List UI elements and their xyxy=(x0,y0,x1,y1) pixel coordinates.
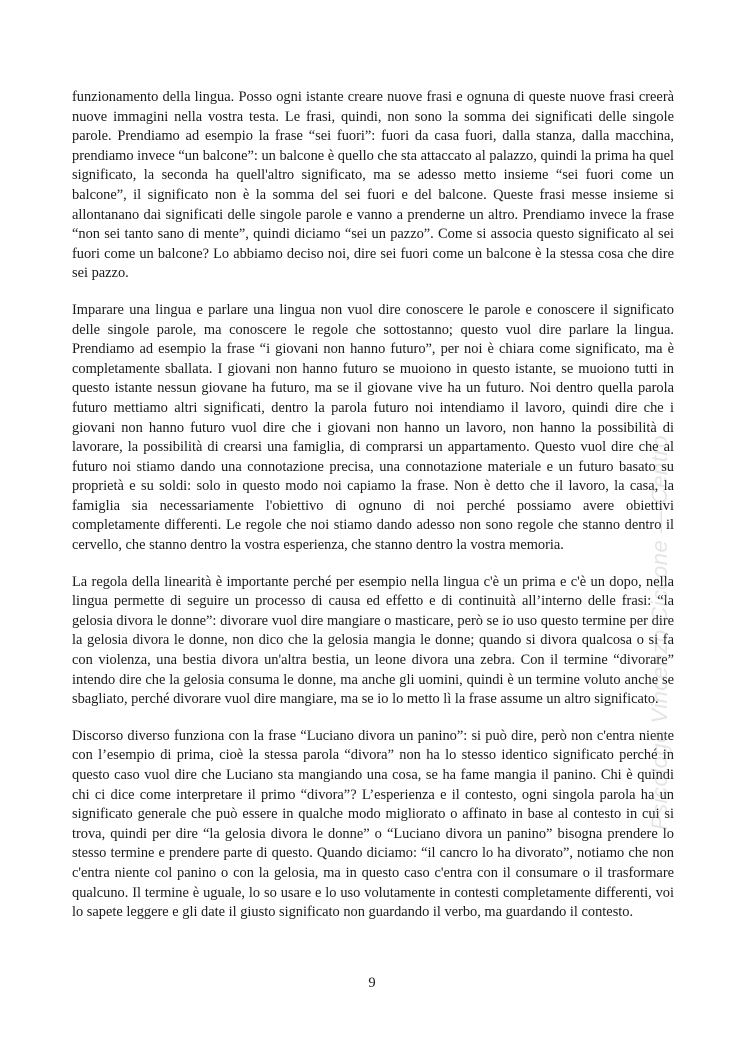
paragraph: funzionamento della lingua. Posso ogni istante creare nuove frasi e ognuna di queste nuove frasi creerà nuove immagini nella vostra testa. Le frasi, quindi, non sono la somma dei significati delle singole parole. Prendiamo ad esempio la frase “sei fuori”: fuori da casa fuori, dalla stanza, dalla macchina, prendiamo invece “un balcone”: un balcone è quello che sta attaccato al palazzo, quindi la prima ha quel significato, la seconda ha quell'altro significato, ma se adesso metto insieme “sei fuori come un balcone”, il significato non è la somma del sei fuori e del balcone. Queste frasi messe insieme si allontanano dai significati delle singole parole e vanno a prenderne un altro. Prendiamo invece la frase “non sei tanto sano di mente”, quindi diciamo “sei un pazzo”. Come si associa questo significato al sei fuori come un balcone? Lo abbiamo deciso noi, dire sei fuori come un balcone è la stessa cosa che dire sei pazzo. xyxy=(72,89,674,282)
paragraph: Imparare una lingua e parlare una lingua non vuol dire conoscere le parole e conoscere il significato delle singole parole, ma conoscere le regole che sottostanno; questo vuol dire parlare la lingua. Prendiamo ad esempio la frase “i giovani non hanno futuro”, per noi è chiara come significato, ma è completamente sballata. I giovani non hanno futuro se muoiono in questo istante, se muoiono tutti in questo istante nessun giovane ha futuro, ma se il giovane vive ha un futuro. Noi dentro quella parola futuro mettiamo altri significati, dentro la parola futuro noi intendiamo il lavoro, quindi dire che i giovani non hanno futuro vuol dire che i giovani non hanno un lavoro, non hanno la possibilità di lavorare, la possibilità di crearsi una famiglia, di comprarsi un appartamento. Questo vuol dire che al futuro noi stiamo dando una connotazione precisa, una connotazione materiale e un futuro basato su proprietà e su soldi: solo in questo modo noi capiamo la frase. Non è detto che il lavoro, la casa, la famiglia sia necessariamente l'obiettivo di ognuno di noi perché possiamo avere obiettivi completamente differenti. Le regole che noi stiamo dando adesso non sono regole che stanno dentro il cervello, che stanno dentro la vostra esperienza, che stanno dentro la vostra memoria. xyxy=(72,301,674,554)
watermark: Psicologo Vincenzo Ciccone — Centro xyxy=(647,435,672,830)
paragraph: Discorso diverso funziona con la frase “Luciano divora un panino”: si può dire, però non c'entra niente con l’esempio di prima, cioè la stessa parola “divora” non ha lo stesso identico significato perché in questo caso vuol dire che Luciano sta mangiando una cosa, se ha fame mangia il panino. Chi è quindi chi ci dice come interpretare il primo “divora”? L’esperienza e il contesto, ogni singola parola ha un significato generale che può essere in qualche modo migliorato o affinato in base al contesto in cui si trova, quindi per dire “la gelosia divora le donne” o “Luciano divora un panino” bisogna prendere lo stesso termine e prendere parte di questo. Quando diciamo: “il cancro lo ha divorato”, notiamo che non c'entra niente col panino o con la gelosia, ma in questo caso c'entra con il consumare o il trasformare qualcuno. Il termine è uguale, lo so usare e lo uso volutamente in contesti completamente differenti, voi lo sapete leggere e gli date il giusto significato non guardando il verbo, ma guardando il contesto. xyxy=(72,727,674,921)
page-body xyxy=(72,88,674,940)
page-number: 9 xyxy=(368,975,376,991)
paragraph: La regola della linearità è importante perché per esempio nella lingua c'è un prima e c'è un dopo, nella lingua permette di seguire un processo di causa ed effetto e di continuità all’interno delle frasi: “la gelosia divora le donne”: divorare vuol dire mangiare o masticare, però se io uso questo termine per dire la gelosia divora le donne, non dico che la gelosia mangia le donne; quando si divora qualcosa o si fa con violenza, una bestia divora un'altra bestia, un leone divora una zebra. Con il termine “divorare” intendo dire che la gelosia consuma le donne, ma anche gli uomini, quindi è un termine voluto anche se sbagliato, perché divorare vuol dire mangiare, ma se io lo metto lì la frase assume un altro significato. xyxy=(72,573,674,708)
